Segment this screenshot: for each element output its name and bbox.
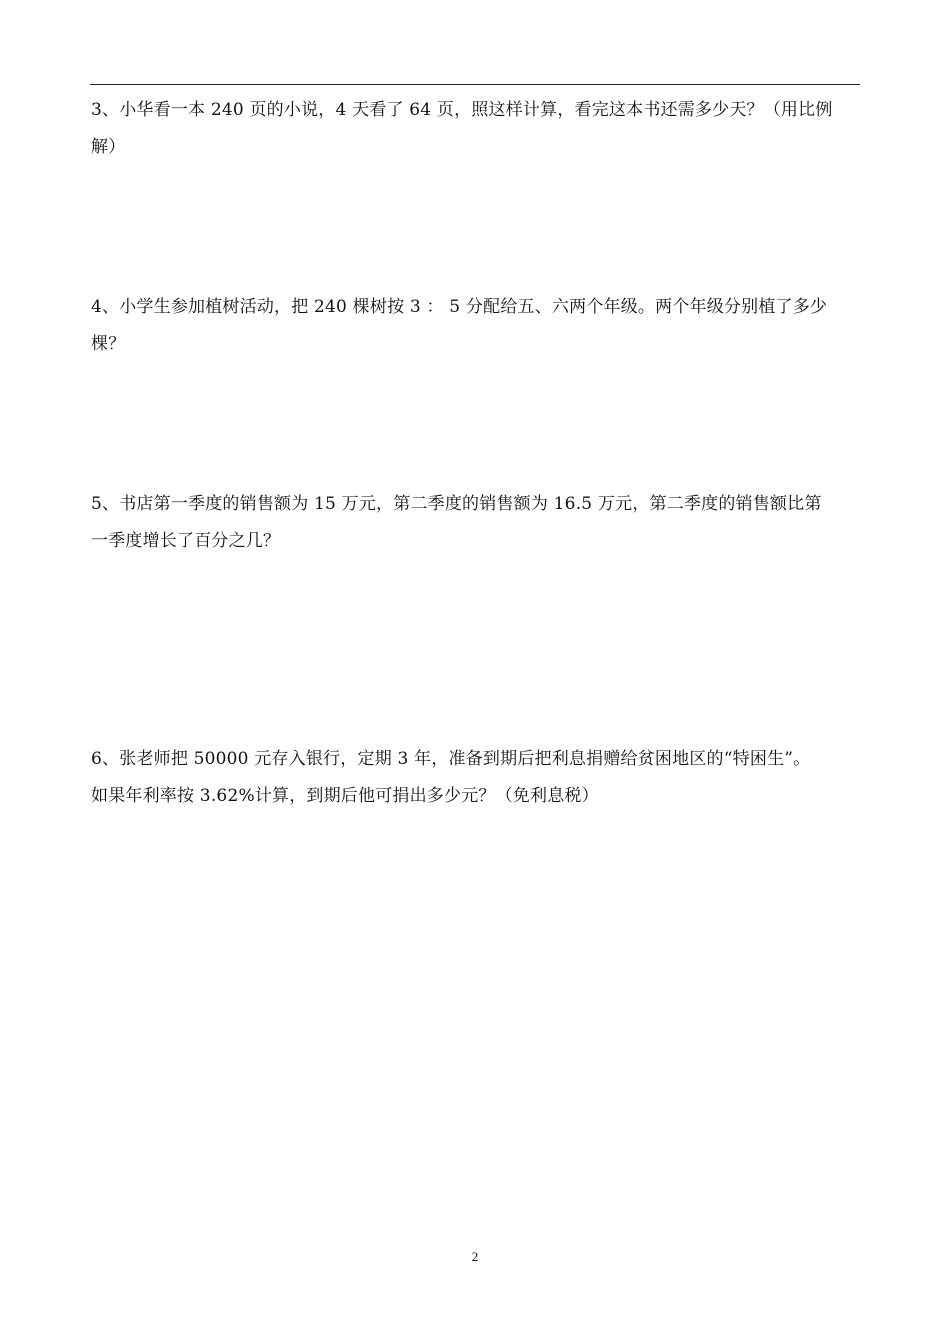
problem-5 — [91, 486, 861, 560]
problem-3-line-2: 解） — [91, 137, 126, 157]
problem-5-line-1: 5、书店第一季度的销售额为 15 万元，第二季度的销售额为 16.5 万元，第二季度的销售额比第 — [91, 494, 822, 514]
problem-5-line-2: 一季度增长了百分之几？ — [91, 531, 281, 551]
problem-3 — [91, 92, 861, 166]
page-number: 2 — [471, 1249, 479, 1264]
problem-4-line-1: 4、小学生参加植树活动，把 240 棵树按 3 ： 5 分配给五、六两个年级。两个年级分别植了多少 — [91, 297, 828, 317]
problem-6 — [91, 741, 861, 815]
problem-6-line-2: 如果年利率按 3.62%计算，到期后他可捐出多少元？（免利息税） — [91, 786, 599, 806]
problem-3-line-1: 3、小华看一本 240 页的小说，4 天看了 64 页，照这样计算，看完这本书还需多少天？（用比例 — [91, 100, 833, 120]
problem-4-line-2: 棵？ — [91, 334, 126, 354]
header-rule — [90, 84, 860, 85]
problem-4 — [91, 289, 861, 363]
problem-6-line-1: 6、张老师把 50000 元存入银行，定期 3 年，准备到期后把利息捐赠给贫困地区的“特困生”。 — [91, 749, 811, 769]
